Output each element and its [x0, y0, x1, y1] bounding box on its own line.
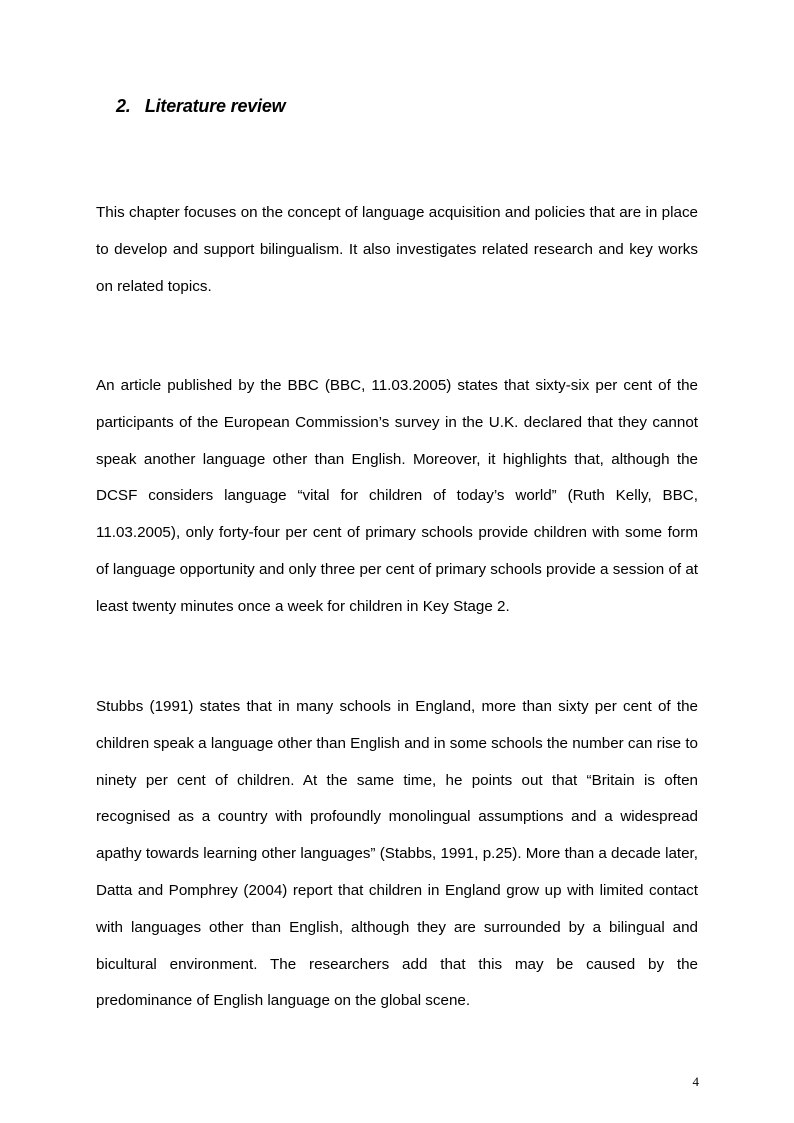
- page-number: 4: [692, 1074, 699, 1089]
- chapter-heading: [116, 96, 285, 117]
- chapter-title: Literature review: [144, 96, 286, 116]
- paragraph-stubbs: Stubbs (1991) states that in many schools in England, more than sixty per cent of the children speak a language other than English and in some schools the number can rise to ninety per cent of children. At the same time, he points out that “Britain is often recognised as a country with profoundly monolingual assumptions and a widespread apathy towards learning other languages” (Stabbs, 1991, p.25). More than a decade later, Datta and Pomphrey (2004) report that children in England grow up with limited contact with languages other than English, although they are surrounded by a bilingual and bicultural environment. The researchers add that this may be caused by the predominance of English language on the global scene.: [96, 698, 698, 1010]
- paragraph-intro: This chapter focuses on the concept of language acquisition and policies that are in place to develop and support bilingualism. It also investigates related research and key works on related topics.: [96, 204, 698, 295]
- chapter-number: 2.: [116, 96, 131, 116]
- paragraph-bbc-article: An article published by the BBC (BBC, 11.03.2005) states that sixty-six per cent of the participants of the European Commission’s survey in the U.K. declared that they cannot speak another language other than English. Moreover, it highlights that, although the DCSF considers language “vital for children of today’s world” (Ruth Kelly, BBC, 11.03.2005), only forty-four per cent of primary schools provide children with some form of language opportunity and only three per cent of primary schools provide a session of at least twenty minutes once a week for children in Key Stage 2.: [96, 377, 698, 615]
